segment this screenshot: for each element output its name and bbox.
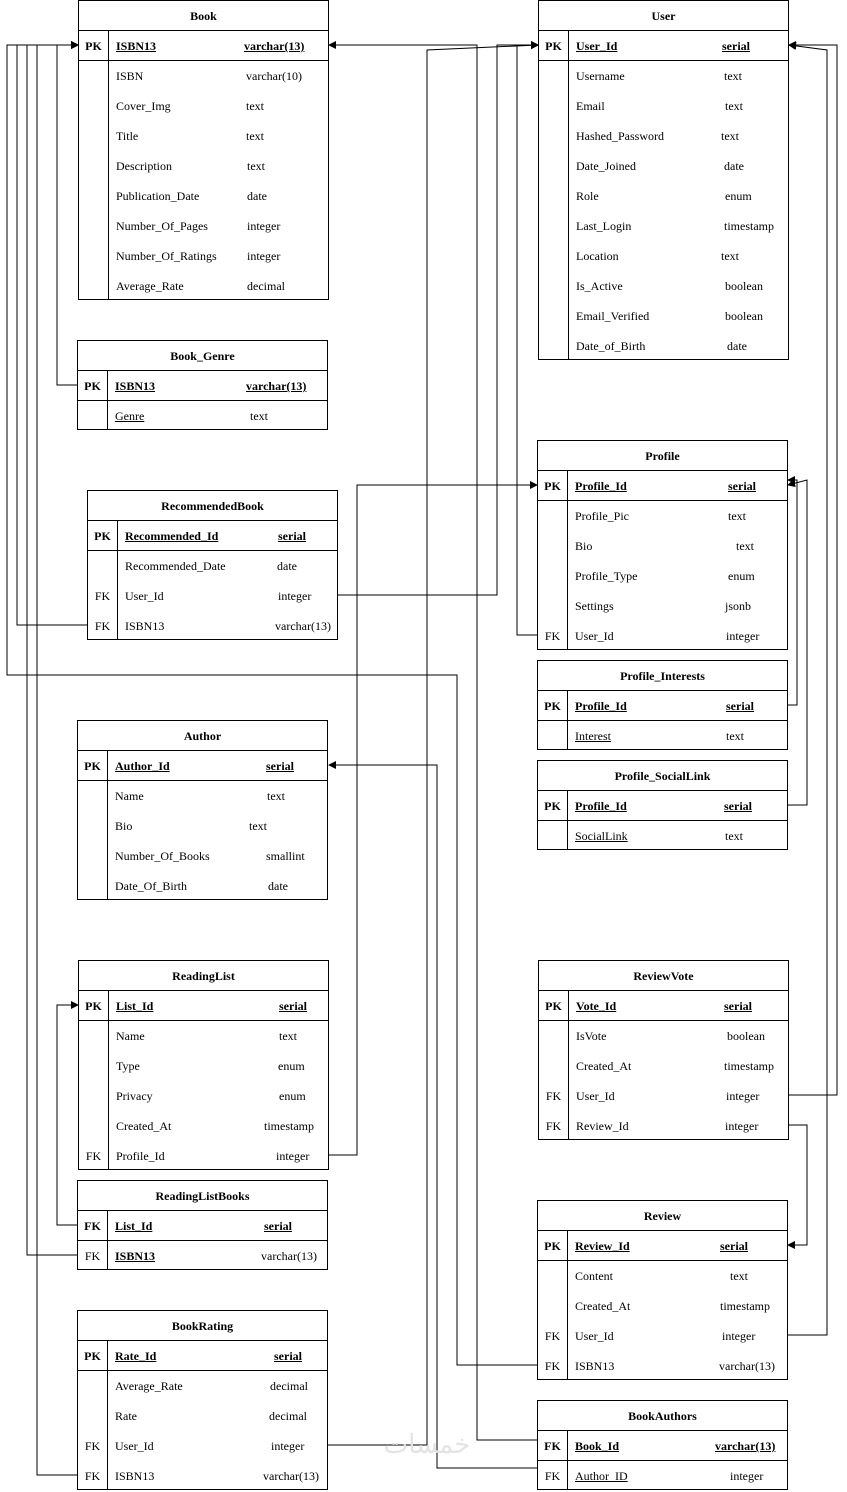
- pk-attribute-row: [88, 521, 337, 551]
- attribute-name: Is_Active: [576, 279, 623, 293]
- attribute-type: text: [246, 99, 264, 113]
- attribute-type: integer: [278, 589, 312, 603]
- attribute-row: [538, 501, 787, 531]
- rel-readinglistbooks-isbn: [27, 45, 78, 1255]
- entity-title: ReadingListBooks: [155, 1189, 250, 1203]
- attribute-name: Date_Of_Birth: [115, 879, 187, 893]
- attribute-name: Recommended_Date: [125, 559, 226, 573]
- attribute-type: serial: [724, 999, 752, 1013]
- attribute-name: Created_At: [116, 1119, 172, 1133]
- key-marker: FK: [544, 1359, 561, 1373]
- attribute-row: [538, 531, 787, 561]
- attribute-type: text: [246, 129, 264, 143]
- attribute-name: Username: [576, 69, 625, 83]
- pk-attribute-row: [538, 471, 787, 501]
- attribute-name: Interest: [575, 729, 611, 743]
- attribute-type: integer: [730, 1469, 764, 1483]
- attribute-type: serial: [266, 759, 294, 773]
- pk-attribute-row: [538, 791, 787, 821]
- attribute-row: [538, 591, 787, 621]
- attribute-row: [538, 721, 787, 751]
- attribute-row: [539, 61, 788, 91]
- attribute-row: [79, 1141, 328, 1171]
- attribute-name: Profile_Pic: [575, 509, 629, 523]
- attribute-type: text: [725, 99, 743, 113]
- attribute-type: text: [728, 509, 746, 523]
- attribute-row: [79, 1081, 328, 1111]
- attribute-type: boolean: [725, 309, 763, 323]
- attribute-type: timestamp: [264, 1119, 314, 1133]
- attribute-name: ISBN13: [125, 619, 165, 633]
- entity-profile: [537, 440, 788, 650]
- attribute-name: Content: [575, 1269, 613, 1283]
- attribute-type: integer: [722, 1329, 756, 1343]
- attribute-type: serial: [274, 1349, 302, 1363]
- entity-reading-list: [78, 960, 329, 1170]
- attribute-name: Recommended_Id: [125, 529, 219, 543]
- key-marker: FK: [85, 1149, 102, 1163]
- key-marker: FK: [94, 619, 111, 633]
- attribute-name: List_Id: [116, 999, 154, 1013]
- attribute-name: Description: [116, 159, 172, 173]
- attribute-row: [88, 611, 337, 641]
- pk-attribute-row: [538, 1231, 787, 1261]
- key-marker: FK: [94, 589, 111, 603]
- attribute-type: text: [279, 1029, 297, 1043]
- entity-recommended-book: [87, 490, 338, 640]
- attribute-name: ISBN13: [575, 1359, 615, 1373]
- attribute-row: [78, 1401, 327, 1431]
- key-marker: PK: [544, 1239, 561, 1253]
- attribute-name: Average_Rate: [115, 1379, 183, 1393]
- rel-recommended-user: [338, 45, 538, 595]
- key-marker: FK: [84, 1439, 101, 1453]
- key-marker: FK: [84, 1219, 101, 1233]
- entity-profile-sociallink: [537, 760, 788, 850]
- attribute-name: Profile_Id: [575, 699, 627, 713]
- key-marker: FK: [545, 1089, 562, 1103]
- key-marker: PK: [545, 39, 562, 53]
- attribute-type: integer: [247, 219, 281, 233]
- attribute-row: [538, 1321, 787, 1351]
- attribute-type: enum: [725, 189, 752, 203]
- entity-title: BookAuthors: [628, 1409, 697, 1423]
- entity-title: Profile_SocialLink: [614, 769, 711, 783]
- key-marker: PK: [84, 759, 101, 773]
- attribute-row: [539, 121, 788, 151]
- attribute-row: [539, 1111, 788, 1141]
- entity-title: Author: [183, 729, 222, 743]
- attribute-row: [539, 301, 788, 331]
- attribute-name: Rate_Id: [115, 1349, 157, 1363]
- rel-bookrating-user: [328, 45, 538, 1445]
- attribute-row: [538, 1261, 787, 1291]
- attribute-type: serial: [722, 39, 750, 53]
- attribute-row: [538, 1461, 787, 1491]
- entity-title: User: [651, 9, 676, 23]
- attribute-row: [538, 621, 787, 651]
- key-marker: FK: [544, 1329, 561, 1343]
- pk-attribute-row: [78, 371, 327, 401]
- attribute-type: enum: [279, 1089, 306, 1103]
- attribute-name: Book_Id: [575, 1439, 620, 1453]
- attribute-name: ISBN: [116, 69, 144, 83]
- attribute-type: integer: [247, 249, 281, 263]
- pk-attribute-row: [538, 691, 787, 721]
- attribute-row: [538, 1351, 787, 1381]
- key-marker: PK: [544, 699, 561, 713]
- attribute-type: varchar(13): [244, 39, 305, 53]
- attribute-type: serial: [279, 999, 307, 1013]
- entity-title: ReviewVote: [633, 969, 694, 983]
- attribute-name: Hashed_Password: [576, 129, 664, 143]
- attribute-name: Cover_Img: [116, 99, 171, 113]
- attribute-name: Location: [576, 249, 619, 263]
- entity-user: [538, 0, 789, 360]
- attribute-name: User_Id: [575, 1329, 614, 1343]
- rel-readinglistbooks-list: [57, 1005, 78, 1225]
- attribute-type: date: [268, 879, 288, 893]
- attribute-name: List_Id: [115, 1219, 153, 1233]
- attribute-type: enum: [278, 1059, 305, 1073]
- pk-attribute-row: [79, 991, 328, 1021]
- attribute-row: [78, 1371, 327, 1401]
- entity-book-genre: [77, 340, 328, 430]
- attribute-name: Last_Login: [576, 219, 632, 233]
- attribute-row: [79, 61, 328, 91]
- attribute-name: Number_Of_Ratings: [116, 249, 217, 263]
- rel-reviewvote-review: [788, 1125, 807, 1245]
- attribute-row: [79, 1051, 328, 1081]
- entity-review-vote: [538, 960, 789, 1140]
- attribute-name: Name: [116, 1029, 145, 1043]
- key-marker: PK: [85, 39, 102, 53]
- pk-attribute-row: [539, 31, 788, 61]
- attribute-type: varchar(13): [275, 619, 331, 633]
- attribute-type: smallint: [266, 849, 305, 863]
- attribute-type: varchar(13): [263, 1469, 319, 1483]
- rel-bookauthors-book: [329, 45, 537, 1440]
- attribute-type: text: [724, 69, 742, 83]
- entity-title: ReadingList: [172, 969, 235, 983]
- key-marker: FK: [544, 629, 561, 643]
- pk-attribute-row: [78, 1211, 327, 1241]
- attribute-type: jsonb: [725, 599, 752, 613]
- attribute-type: serial: [264, 1219, 292, 1233]
- attribute-row: [539, 211, 788, 241]
- attribute-type: varchar(13): [719, 1359, 775, 1373]
- rel-reviewvote-user: [789, 45, 837, 1095]
- attribute-name: ISBN13: [115, 1249, 156, 1263]
- attribute-row: [539, 1081, 788, 1111]
- pk-attribute-row: [539, 991, 788, 1021]
- attribute-type: decimal: [247, 279, 285, 293]
- attribute-type: integer: [726, 1089, 760, 1103]
- attribute-row: [78, 811, 327, 841]
- attribute-name: Profile_Id: [575, 479, 627, 493]
- entity-author: [77, 720, 328, 900]
- key-marker: FK: [544, 1439, 561, 1453]
- entity-book-authors: [537, 1400, 788, 1490]
- entity-title: Review: [643, 1209, 682, 1223]
- attribute-name: Privacy: [116, 1089, 153, 1103]
- rel-interests-profile: [788, 480, 797, 705]
- attribute-row: [78, 1431, 327, 1461]
- attribute-type: integer: [726, 629, 760, 643]
- attribute-name: Title: [116, 129, 139, 143]
- attribute-name: Settings: [575, 599, 614, 613]
- attribute-name: Review_Id: [576, 1119, 629, 1133]
- attribute-name: Date_Joined: [576, 159, 636, 173]
- attribute-type: serial: [726, 699, 754, 713]
- attribute-type: boolean: [727, 1029, 765, 1043]
- key-marker: FK: [544, 1469, 561, 1483]
- attribute-name: Bio: [575, 539, 593, 553]
- attribute-row: [78, 1461, 327, 1491]
- entity-title: Book_Genre: [170, 349, 235, 363]
- attribute-name: Review_Id: [575, 1239, 630, 1253]
- attribute-row: [539, 271, 788, 301]
- attribute-row: [78, 781, 327, 811]
- key-marker: FK: [84, 1469, 101, 1483]
- attribute-type: date: [727, 339, 747, 353]
- attribute-type: integer: [725, 1119, 759, 1133]
- entity-reading-list-books: [77, 1180, 328, 1270]
- attribute-row: [538, 821, 787, 851]
- attribute-row: [79, 211, 328, 241]
- attribute-row: [78, 401, 327, 431]
- entity-review: [537, 1200, 788, 1380]
- entity-title: Profile: [645, 449, 680, 463]
- attribute-type: varchar(13): [246, 379, 307, 393]
- attribute-type: enum: [728, 569, 755, 583]
- attribute-type: text: [721, 129, 739, 143]
- attribute-type: text: [250, 409, 268, 423]
- attribute-name: Rate: [115, 1409, 137, 1423]
- attribute-row: [539, 1051, 788, 1081]
- attribute-name: User_Id: [115, 1439, 154, 1453]
- key-marker: PK: [84, 1349, 101, 1363]
- attribute-row: [78, 1241, 327, 1271]
- attribute-name: SocialLink: [575, 829, 628, 843]
- attribute-row: [539, 91, 788, 121]
- watermark: خمسات: [383, 1430, 471, 1460]
- attribute-type: integer: [276, 1149, 310, 1163]
- attribute-name: User_Id: [576, 39, 618, 53]
- attribute-name: Name: [115, 789, 144, 803]
- key-marker: PK: [94, 529, 111, 543]
- attribute-row: [79, 271, 328, 301]
- rel-profile-user: [517, 45, 538, 635]
- key-marker: FK: [545, 1119, 562, 1133]
- attribute-row: [79, 151, 328, 181]
- attribute-name: Type: [116, 1059, 140, 1073]
- pk-attribute-row: [538, 1431, 787, 1461]
- attribute-row: [88, 551, 337, 581]
- attribute-row: [78, 871, 327, 901]
- attribute-type: timestamp: [724, 1059, 774, 1073]
- attribute-name: Author_ID: [575, 1469, 628, 1483]
- attribute-name: User_Id: [576, 1089, 615, 1103]
- attribute-row: [539, 331, 788, 361]
- attribute-type: serial: [724, 799, 752, 813]
- attribute-row: [79, 1021, 328, 1051]
- attribute-type: text: [736, 539, 754, 553]
- attribute-row: [79, 1111, 328, 1141]
- entity-title: Book: [190, 9, 217, 23]
- key-marker: PK: [85, 999, 102, 1013]
- attribute-type: varchar(13): [261, 1249, 317, 1263]
- attribute-name: Vote_Id: [576, 999, 617, 1013]
- key-marker: FK: [84, 1249, 101, 1263]
- attribute-name: Number_Of_Pages: [116, 219, 208, 233]
- entity-title: BookRating: [171, 1319, 234, 1333]
- attribute-name: Profile_Type: [575, 569, 638, 583]
- attribute-row: [79, 91, 328, 121]
- attribute-type: text: [730, 1269, 748, 1283]
- attribute-type: date: [247, 189, 267, 203]
- attribute-type: decimal: [270, 1379, 308, 1393]
- attribute-name: User_Id: [575, 629, 614, 643]
- attribute-row: [538, 561, 787, 591]
- attribute-name: Bio: [115, 819, 133, 833]
- attribute-row: [79, 181, 328, 211]
- pk-attribute-row: [79, 31, 328, 61]
- attribute-name: Profile_Id: [116, 1149, 165, 1163]
- key-marker: PK: [545, 999, 562, 1013]
- pk-attribute-row: [78, 1341, 327, 1371]
- entity-title: RecommendedBook: [161, 499, 264, 513]
- key-marker: PK: [84, 379, 101, 393]
- attribute-type: serial: [720, 1239, 748, 1253]
- pk-attribute-row: [78, 751, 327, 781]
- attribute-name: User_Id: [125, 589, 164, 603]
- attribute-type: varchar(10): [246, 69, 302, 83]
- attribute-type: decimal: [269, 1409, 307, 1423]
- attribute-type: serial: [728, 479, 756, 493]
- attribute-name: Date_of_Birth: [576, 339, 646, 353]
- attribute-row: [79, 241, 328, 271]
- attribute-type: text: [725, 829, 743, 843]
- key-marker: PK: [544, 479, 561, 493]
- attribute-type: date: [724, 159, 744, 173]
- attribute-type: text: [249, 819, 267, 833]
- rel-bookauthors-author: [329, 765, 537, 1468]
- attribute-row: [539, 1021, 788, 1051]
- attribute-name: Role: [576, 189, 599, 203]
- attribute-type: serial: [278, 529, 306, 543]
- attribute-name: Author_Id: [115, 759, 170, 773]
- attribute-type: timestamp: [720, 1299, 770, 1313]
- attribute-type: text: [721, 249, 739, 263]
- attribute-row: [539, 181, 788, 211]
- attribute-row: [78, 841, 327, 871]
- attribute-type: date: [277, 559, 297, 573]
- attribute-name: Average_Rate: [116, 279, 184, 293]
- attribute-name: Publication_Date: [116, 189, 200, 203]
- attribute-row: [539, 151, 788, 181]
- attribute-type: varchar(13): [715, 1439, 776, 1453]
- attribute-row: [539, 241, 788, 271]
- attribute-type: text: [267, 789, 285, 803]
- attribute-type: text: [247, 159, 265, 173]
- attribute-name: ISBN13: [115, 379, 156, 393]
- entity-book-rating: [77, 1310, 328, 1490]
- attribute-type: timestamp: [724, 219, 774, 233]
- entity-book: [78, 0, 329, 300]
- attribute-name: ISBN13: [115, 1469, 155, 1483]
- attribute-name: Profile_Id: [575, 799, 627, 813]
- attribute-name: ISBN13: [116, 39, 157, 53]
- attribute-row: [538, 1291, 787, 1321]
- entity-title: Profile_Interests: [620, 669, 705, 683]
- entity-profile-interests: [537, 660, 788, 750]
- attribute-name: Number_Of_Books: [115, 849, 210, 863]
- attribute-name: Created_At: [576, 1059, 632, 1073]
- rel-readinglist-profile: [329, 485, 537, 1155]
- attribute-type: integer: [271, 1439, 305, 1453]
- attribute-type: boolean: [725, 279, 763, 293]
- attribute-name: Genre: [115, 409, 145, 423]
- attribute-name: Email_Verified: [576, 309, 650, 323]
- attribute-name: Created_At: [575, 1299, 631, 1313]
- attribute-type: text: [726, 729, 744, 743]
- attribute-name: Email: [576, 99, 605, 113]
- attribute-row: [88, 581, 337, 611]
- attribute-row: [79, 121, 328, 151]
- key-marker: PK: [544, 799, 561, 813]
- attribute-name: IsVote: [576, 1029, 607, 1043]
